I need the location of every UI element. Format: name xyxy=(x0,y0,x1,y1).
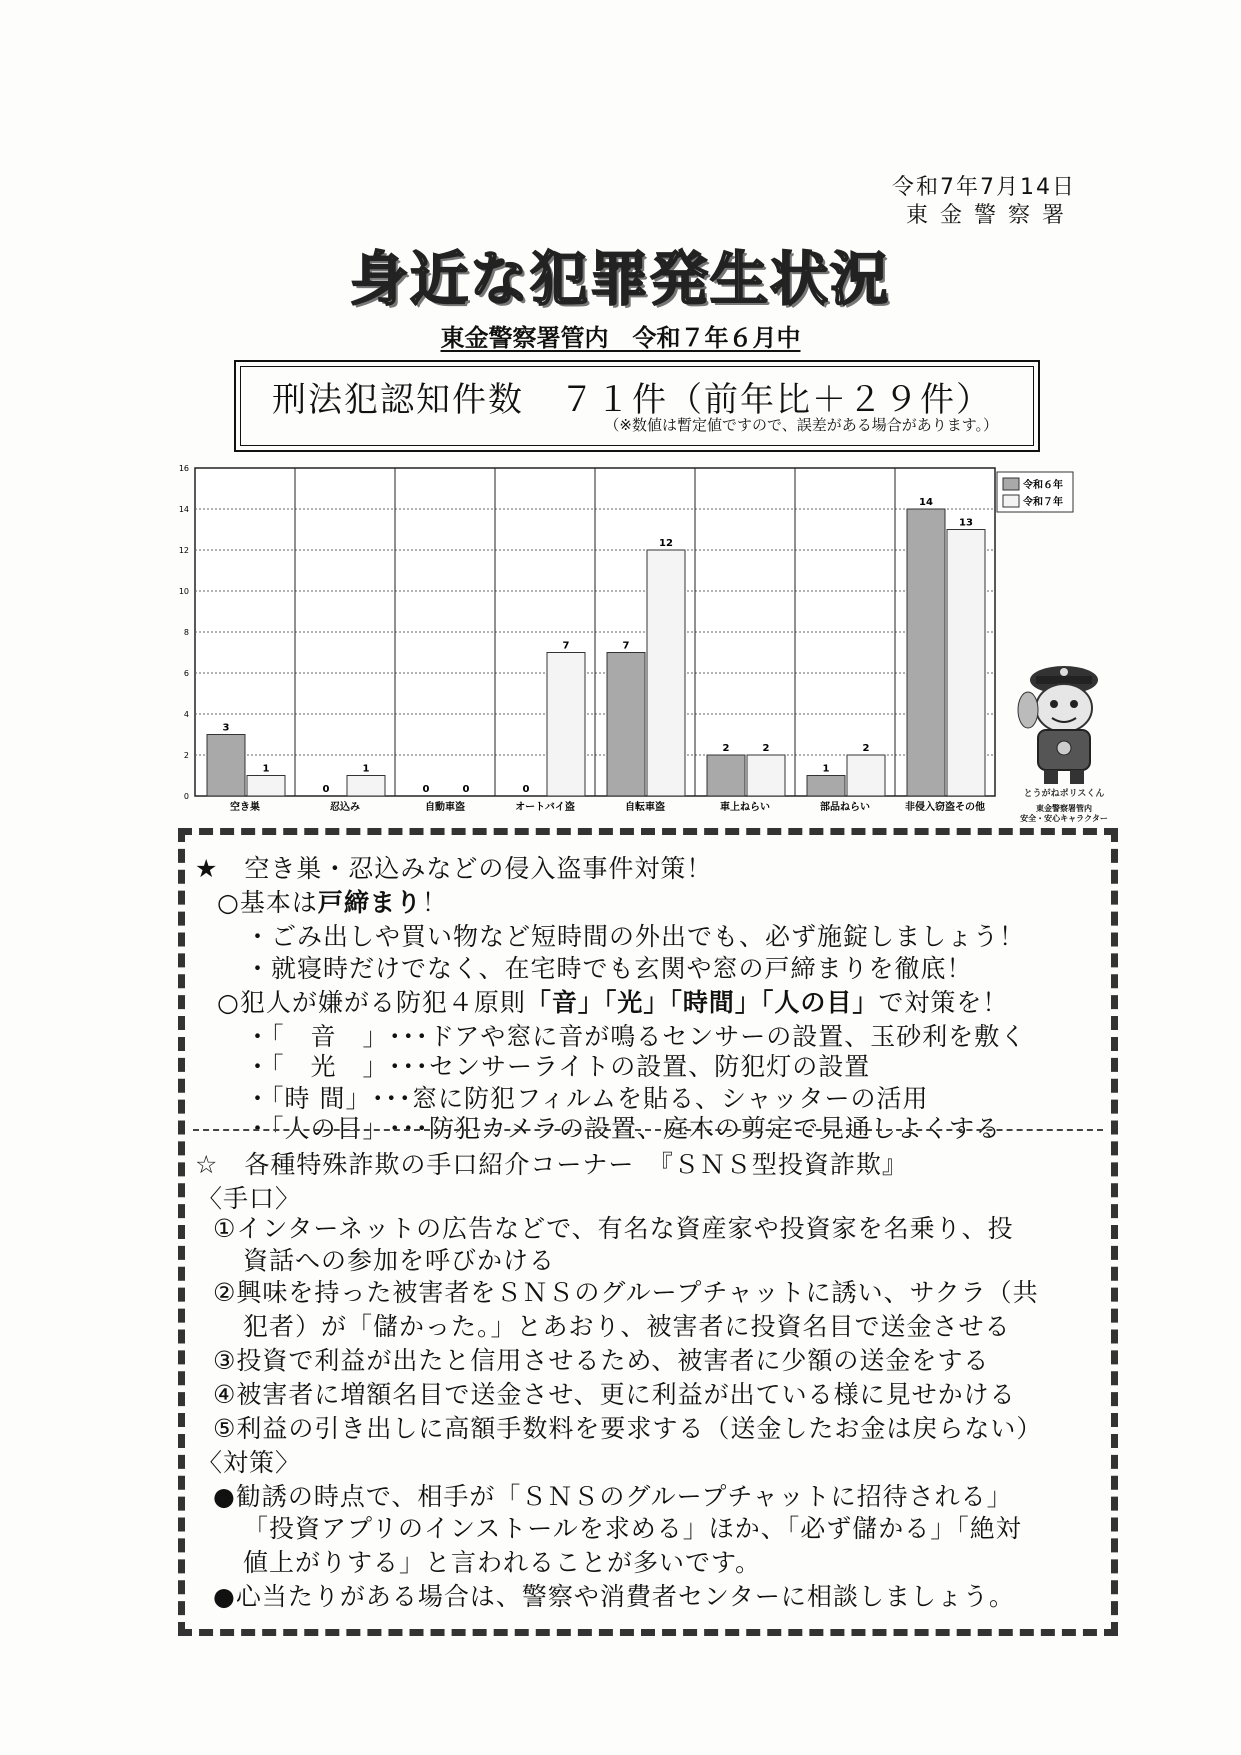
fraud-heading: ☆ 各種特殊詐欺の手口紹介コーナー 『ＳＮＳ型投資詐欺』 xyxy=(195,1150,908,1179)
rule-light: ・「 光 」･･･センサーライトの設置、防犯灯の設置 xyxy=(245,1052,871,1081)
section-divider xyxy=(193,1129,1103,1131)
x-tick-label: 空き巣 xyxy=(230,802,260,813)
crime-count-summary: 刑法犯認知件数 ７１件（前年比＋２９件） xyxy=(272,380,992,420)
mascot-illustration xyxy=(1008,650,1120,800)
bar xyxy=(807,776,845,797)
provisional-note: （※数値は暫定値ですので、誤差がある場合があります。） xyxy=(604,416,998,434)
y-tick-label: 6 xyxy=(183,669,189,678)
point-four-principles: ○犯人が嫌がる防犯４原則「音」「光」「時間」「人の目」で対策を！ xyxy=(217,988,1009,1017)
data-label: 0 xyxy=(462,784,470,795)
data-label: 1 xyxy=(362,763,370,775)
crime-bar-chart xyxy=(160,462,1063,824)
bar xyxy=(607,653,645,797)
countermeasure-1-line-3: 値上がりする」と言われることが多いです。 xyxy=(243,1548,762,1577)
x-tick-label: 自転車盗 xyxy=(625,802,665,813)
y-tick-label: 0 xyxy=(183,792,189,801)
method-2-line-1: ②興味を持った被害者をＳＮＳのグループチャットに誘い、サクラ（共 xyxy=(213,1278,1039,1307)
data-label: 0 xyxy=(322,784,330,795)
method-label: 〈手口〉 xyxy=(197,1184,302,1213)
legend-swatch xyxy=(1003,478,1019,490)
countermeasure-1-line-2: 「投資アプリのインストールを求める」ほか、「必ず儲かる」「絶対 xyxy=(243,1514,1022,1543)
data-label: 14 xyxy=(919,497,933,508)
bar xyxy=(847,755,885,796)
police-station-name: 東金警察署 xyxy=(905,203,1076,228)
data-label: 0 xyxy=(422,784,430,795)
bar xyxy=(947,530,985,797)
crime-count-box xyxy=(234,360,1040,452)
bar xyxy=(347,776,385,797)
y-tick-label: 8 xyxy=(183,628,189,637)
legend-label: 令和６年 xyxy=(1023,480,1063,491)
bullet-lock-at-home: ・就寝時だけでなく、在宅時でも玄関や窓の戸締まりを徹底！ xyxy=(245,954,973,983)
countermeasure-label: 〈対策〉 xyxy=(197,1448,302,1477)
page-title: 身近な犯罪発生状況 xyxy=(350,245,891,313)
data-label: 1 xyxy=(262,763,270,775)
method-1-line-2: 資話への参加を呼びかける xyxy=(243,1246,556,1275)
x-tick-label: 非侵入窃盗その他 xyxy=(905,802,985,813)
method-4: ④被害者に増額名目で送金させ、更に利益が出ている様に見せかける xyxy=(213,1380,1016,1409)
bar xyxy=(647,550,685,796)
point-lock-doors: ○基本は戸締まり！ xyxy=(217,888,448,917)
y-tick-label: 4 xyxy=(183,710,189,719)
y-tick-label: 14 xyxy=(178,505,189,514)
data-label: 2 xyxy=(762,743,770,754)
y-tick-label: 12 xyxy=(178,546,189,555)
y-tick-label: 2 xyxy=(183,751,189,760)
issue-date: 令和7年7月14日 xyxy=(892,175,1076,200)
legend-label: 令和７年 xyxy=(1023,497,1063,508)
bar xyxy=(547,653,585,797)
crime-prevention-notice xyxy=(178,828,1118,1636)
data-label: 2 xyxy=(862,743,870,754)
countermeasure-2: ●心当たりがある場合は、警察や消費者センターに相談しましょう。 xyxy=(213,1582,1015,1611)
burglary-heading: ★ 空き巣・忍込みなどの侵入盗事件対策！ xyxy=(195,854,713,883)
rule-time: ・「時 間」･･･窓に防犯フィルムを貼る、シャッターの活用 xyxy=(245,1084,929,1113)
y-tick-label: 16 xyxy=(178,464,189,473)
x-tick-label: 忍込み xyxy=(330,802,360,813)
data-label: 7 xyxy=(562,640,570,652)
bar xyxy=(747,755,785,796)
rule-sound: ・「 音 」･･･ドアや窓に音が鳴るセンサーの設置、玉砂利を敷く xyxy=(245,1022,1027,1051)
x-tick-label: 部品ねらい xyxy=(820,802,870,813)
data-label: 0 xyxy=(522,784,530,795)
method-5: ⑤利益の引き出しに高額手数料を要求する（送金したお金は戻らない） xyxy=(213,1414,1043,1443)
x-tick-label: 車上ねらい xyxy=(720,802,770,813)
mascot-caption-1: 東金警察署管内 xyxy=(1036,804,1092,813)
data-label: 7 xyxy=(622,640,630,652)
countermeasure-1-line-1: ●勧誘の時点で、相手が「ＳＮＳのグループチャットに招待される」 xyxy=(213,1482,1013,1511)
method-2-line-2: 犯者）が「儲かった。」とあおり、被害者に投資名目で送金させる xyxy=(243,1312,1011,1341)
bar xyxy=(907,509,945,796)
data-label: 12 xyxy=(659,538,673,549)
x-tick-label: 自動車盗 xyxy=(425,802,465,813)
bar xyxy=(207,735,245,797)
data-label: 13 xyxy=(959,517,973,529)
mascot xyxy=(1008,650,1120,823)
data-label: 2 xyxy=(722,743,730,754)
data-label: 1 xyxy=(822,763,830,775)
bullet-lock-short-outings: ・ごみ出しや買い物など短時間の外出でも、必ず施錠しましょう！ xyxy=(245,922,1026,951)
method-3: ③投資で利益が出たと信用させるため、被害者に少額の送金をする xyxy=(213,1346,990,1375)
bar xyxy=(707,755,745,796)
legend-swatch xyxy=(1003,495,1019,507)
rule-eyes: ・「人の目」･･･防犯カメラの設置、庭木の剪定で見通しよくする xyxy=(245,1114,1002,1143)
method-1-line-1: ①インターネットの広告などで、有名な資産家や投資家を名乗り、投 xyxy=(213,1214,1014,1243)
data-label: 3 xyxy=(222,722,230,734)
bar xyxy=(247,776,285,797)
mascot-caption-2: 安全・安心キャラクター xyxy=(1020,814,1108,823)
x-tick-label: オートバイ盗 xyxy=(515,802,575,813)
y-tick-label: 10 xyxy=(178,587,189,596)
period-subtitle: 東金警察署管内 令和７年６月中 xyxy=(440,324,801,352)
mascot-name: とうがねポリスくん xyxy=(1023,789,1105,799)
